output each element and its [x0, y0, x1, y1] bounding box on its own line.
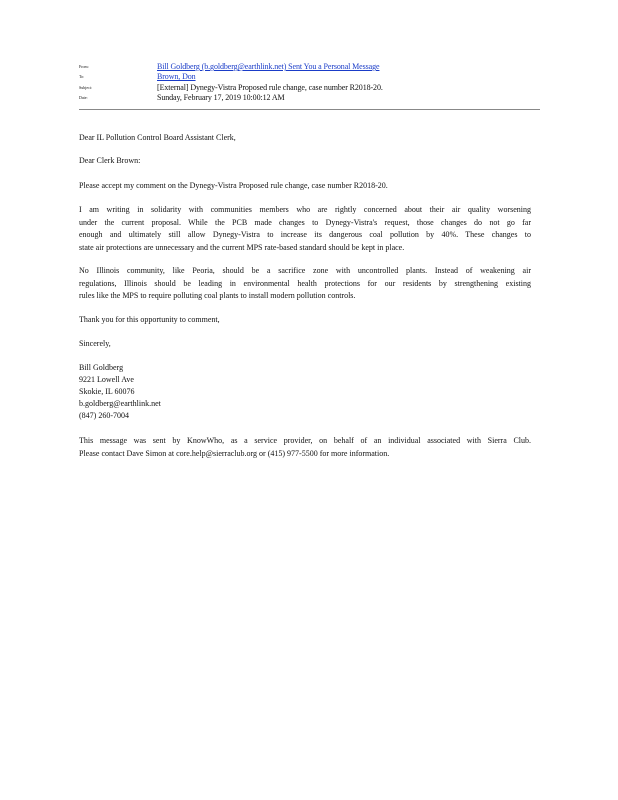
- subject-label: Subject:: [79, 85, 93, 90]
- paragraph-3: [79, 265, 531, 303]
- signature-street: 9221 Lowell Ave: [79, 374, 134, 384]
- paragraph-3-line: rules like the MPS to require polluting coal plants to install modern pollution controls.: [79, 291, 356, 301]
- paragraph-3-line: No Illinois community, like Peoria, should be a sacrifice zone with uncontrolled plants. Instead of weakening air: [79, 266, 531, 275]
- signature-phone: (847) 260-7004: [79, 410, 129, 420]
- to-value[interactable]: Brown, Don: [157, 72, 196, 81]
- signature-email: b.goldberg@earthlink.net: [79, 398, 161, 408]
- footer-notice: [79, 435, 531, 460]
- paragraph-3-line: regulations, Illinois should be leading in environmental health protections for our residents by strengthening existing: [79, 278, 531, 288]
- date-value: Sunday, February 17, 2019 10:00:12 AM: [157, 93, 285, 102]
- paragraph-1: Please accept my comment on the Dynegy-Vistra Proposed rule change, case number R2018-20.: [79, 181, 388, 190]
- paragraph-2: [79, 204, 531, 254]
- paragraph-4: Thank you for this opportunity to comment,: [79, 315, 220, 324]
- footer-line: Please contact Dave Simon at core.help@sierraclub.org or (415) 977-5500 for more information.: [79, 448, 390, 458]
- date-label: Date:: [79, 95, 88, 100]
- signature-city: Skokie, IL 60076: [79, 386, 135, 396]
- signature-name: Bill Goldberg: [79, 363, 124, 372]
- to-label: To:: [79, 74, 85, 79]
- paragraph-2-line: I am writing in solidarity with communities members who are rightly concerned about their air quality worsening: [79, 205, 531, 214]
- subject-value: [External] Dynegy-Vistra Proposed rule change, case number R2018-20.: [157, 83, 383, 92]
- footer-line: This message was sent by KnowWho, as a service provider, on behalf of an individual associated with Sierra Club.: [79, 436, 531, 445]
- paragraph-2-line: state air protections are unnecessary and the current MPS rate-based standard should be kept in place.: [79, 242, 405, 252]
- signature-block: [79, 362, 531, 422]
- header-divider: [79, 109, 540, 110]
- paragraph-2-line: enough and ultimately still allow Dynegy-Vistra to increase its dangerous coal pollution by 40%. These changes to: [79, 230, 531, 240]
- from-label: From:: [79, 64, 89, 69]
- paragraph-2-line: under the current proposal. While the PCB made changes to Dynegy-Vistra's request, those changes do not go far: [79, 217, 531, 227]
- from-value[interactable]: Bill Goldberg (b.goldberg@earthlink.net) Sent You a Personal Message: [157, 62, 380, 71]
- greeting-2: Dear Clerk Brown:: [79, 156, 141, 165]
- closing: Sincerely,: [79, 339, 111, 348]
- greeting-1: Dear IL Pollution Control Board Assistant Clerk,: [79, 133, 236, 142]
